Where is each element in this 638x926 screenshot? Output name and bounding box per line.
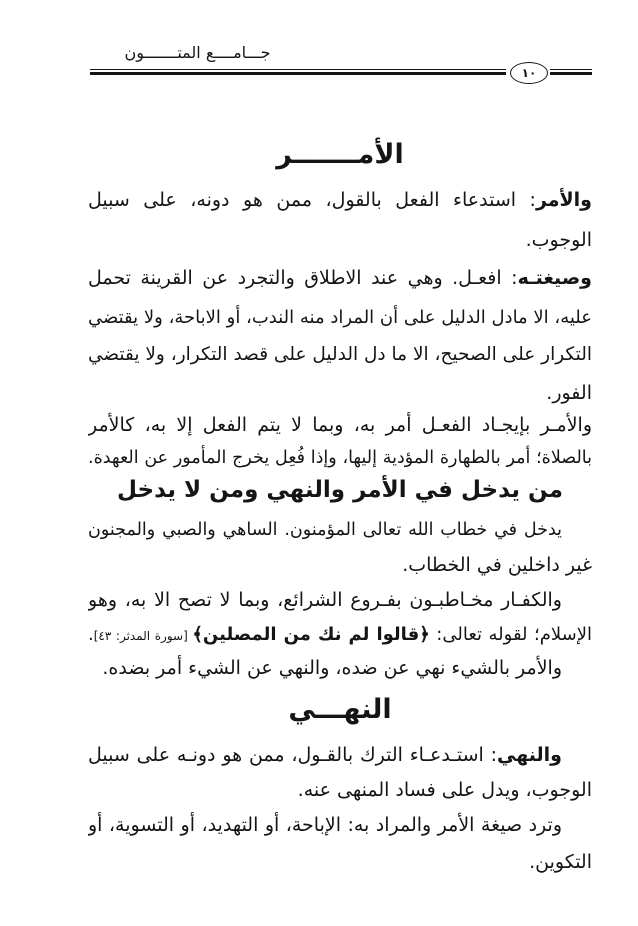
text-line: [88, 301, 592, 335]
line-text: والأمر بالشيء نهي عن ضده، والنهي عن الشيء أمر بضده.: [102, 657, 562, 679]
text-line: [88, 548, 592, 582]
bold-term: والأمر: [535, 189, 592, 211]
text-line: [88, 223, 592, 257]
quran-verse: ﴿قالوا لم نك من المصلين﴾: [192, 624, 430, 645]
bold-term: والنهي: [497, 744, 562, 766]
section-heading: من يدخل في الأمر والنهي ومن لا يدخل: [117, 477, 563, 503]
line-text: والأمـر بإيجـاد الفعـل أمر به، وبما لا يتم الفعل إلا به، كالأمر: [88, 414, 592, 436]
line-text: : افعـل. وهي عند الاطلاق والتجرد عن القرينة تحمل: [88, 267, 518, 289]
bold-term: وصيغتـه: [517, 267, 592, 289]
line-text: وترد صيغة الأمر والمراد به: الإباحة، أو التهديد، أو التسوية، أو: [88, 814, 562, 836]
text-line: [88, 261, 592, 295]
text-line: [88, 651, 592, 685]
text-line: [88, 583, 592, 617]
verse-citation: [سورة المدثر: ٤٣]: [93, 629, 193, 643]
text-line: [88, 408, 592, 442]
line-text: .: [88, 624, 94, 645]
header-rule: [90, 69, 506, 75]
line-text: والكفـار مخـاطبـون بفـروع الشرائع، وبما لا تصح الا به، وهو: [88, 589, 562, 611]
line-text: يدخل في خطاب الله تعالى المؤمنون. الساهي والصبي والمجنون: [88, 520, 562, 540]
text-line: [88, 441, 592, 475]
line-text: : استـدعـاء الترك بالقـول، ممن هو دونـه على سبيل: [88, 744, 498, 766]
line-text: عليه، الا مادل الدليل على أن المراد منه الندب، أو الاباحة، ولا يقتضي: [88, 307, 592, 328]
line-text: الفور.: [546, 382, 592, 404]
line-text: : استدعاء الفعل بالقول، ممن هو دونه، على سبيل: [88, 189, 536, 211]
page-number: ١٠: [510, 62, 548, 84]
text-line: [88, 738, 592, 772]
line-text: التكرار على الصحيح، الا ما دل الدليل على قصد التكرار، ولا يقتضي: [88, 344, 592, 365]
line-text: الإسلام؛ لقوله تعالى:: [429, 624, 592, 645]
text-line: [88, 618, 592, 652]
section-heading: النهـــي: [288, 694, 392, 725]
running-header-title: جـــامــــع المتـــــــون: [124, 43, 271, 62]
text-line: [88, 183, 592, 217]
text-line: [88, 513, 592, 547]
text-line: [88, 808, 592, 842]
line-text: بالصلاة؛ أمر بالطهارة المؤدية إليها، وإذا فُعِل يخرج المأمور عن العهدة.: [88, 448, 592, 468]
line-text: التكوين.: [529, 851, 592, 873]
section-heading: الأمـــــــر: [276, 139, 404, 170]
text-line: [88, 845, 592, 879]
header-rule: [550, 69, 592, 75]
line-text: الوجوب، ويدل على فساد المنهى عنه.: [297, 779, 592, 801]
line-text: غير داخلين في الخطاب.: [402, 554, 592, 576]
text-line: [88, 773, 592, 807]
text-line: [88, 376, 592, 410]
line-text: الوجوب.: [525, 229, 592, 251]
text-line: [88, 338, 592, 372]
